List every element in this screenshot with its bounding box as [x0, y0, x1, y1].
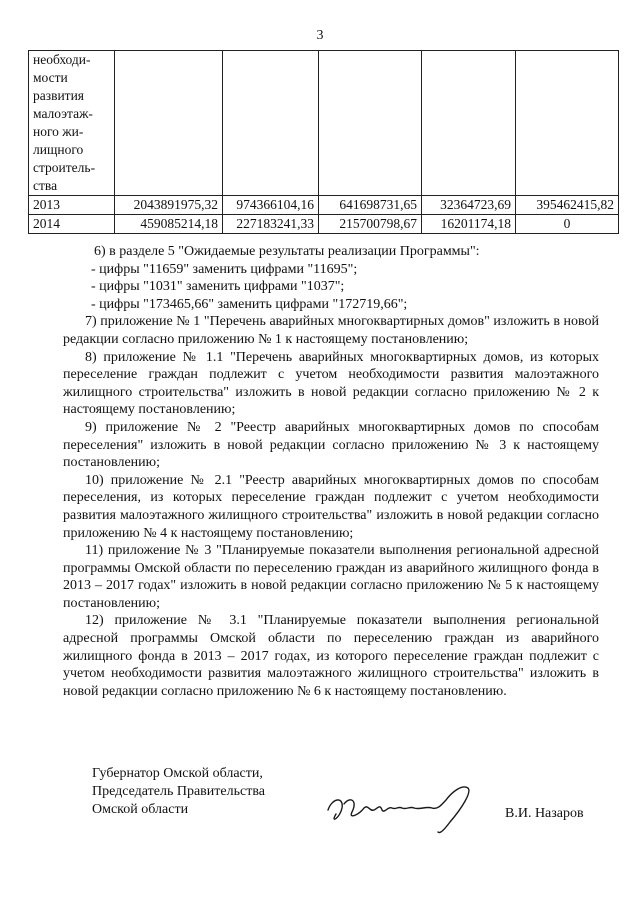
signatory-title	[92, 765, 265, 819]
table-cell: 227183241,33	[223, 215, 319, 234]
table-row	[29, 51, 619, 196]
table-cell	[223, 51, 319, 196]
page-number: 3	[316, 28, 324, 43]
table-row	[29, 196, 619, 215]
signatory-line: Губернатор Омской области,	[92, 766, 263, 781]
paragraph: 9) приложение № 2 "Реестр аварийных многоквартирных домов по способам переселения" изложить в новой редакции согласно приложению № 3 к настоящему постановлению;	[63, 419, 599, 471]
signatory-line: Председатель Правительства	[92, 784, 265, 799]
table-cell: 16201174,18	[422, 215, 516, 234]
paragraph: - цифры "11659" заменить цифрами "11695";	[91, 261, 358, 277]
paragraph: - цифры "173465,66" заменить цифрами "172719,66";	[91, 296, 408, 312]
table-cell	[115, 51, 223, 196]
handwritten-signature	[322, 778, 492, 843]
table-cell: 215700798,67	[319, 215, 422, 234]
table-cell: 32364723,69	[422, 196, 516, 215]
paragraph: 7) приложение № 1 "Перечень аварийных многоквартирных домов" изложить в новой редакции согласно приложению № 1 к настоящему постановлению;	[63, 314, 599, 347]
table-cell: 641698731,65	[319, 196, 422, 215]
table-cell: 459085214,18	[115, 215, 223, 234]
paragraph: - цифры "1031" заменить цифрами "1037";	[91, 279, 345, 295]
table-row	[29, 215, 619, 234]
paragraph: 11) приложение № 3 "Планируемые показатели выполнения региональной адресной программы Омской области по переселению граждан из аварийного жилищного фонда в 2013 – 2017 годах" изложить в новой редакции согласно приложению № 5 к настоящему постановлению;	[63, 543, 599, 611]
signatory-name: В.И. Назаров	[505, 806, 584, 821]
signature-icon	[322, 778, 492, 838]
table-cell-label: необходи- мости развития малоэтаж- ного жи- лищного строитель- ства	[29, 51, 115, 196]
table-cell	[319, 51, 422, 196]
document-body	[63, 243, 599, 700]
table-cell-year: 2013	[29, 196, 115, 215]
table-cell-year: 2014	[29, 215, 115, 234]
table-cell: 0	[516, 215, 619, 234]
signatory-line: Омской области	[92, 802, 189, 817]
paragraph: 12) приложение № 3.1 "Планируемые показатели выполнения региональной адресной программы Омской области по переселению граждан из аварийного жилищного фонда в 2013 – 2017 годах, из которого переселение граждан подлежит с учетом необходимости развития малоэтажного жилищного строительства" изложить в новой редакции согласно приложению № 6 к настоящему постановлению.	[63, 613, 599, 699]
financing-table	[28, 50, 619, 234]
table-cell	[516, 51, 619, 196]
paragraph: 8) приложение № 1.1 "Перечень аварийных многоквартирных домов, из которых переселение граждан подлежит с учетом необходимости развития малоэтажного жилищного строительства" изложить в новой редакции согласно приложению № 2 к настоящему постановлению;	[63, 349, 599, 418]
table-cell: 395462415,82	[516, 196, 619, 215]
table-cell: 2043891975,32	[115, 196, 223, 215]
table-cell: 974366104,16	[223, 196, 319, 215]
paragraph: 10) приложение № 2.1 "Реестр аварийных многоквартирных домов по способам переселения, из которых переселение граждан подлежит с учетом необходимости развития малоэтажного жилищного строительства" изложить в новой редакции согласно приложению № 4 к настоящему постановлению;	[63, 472, 599, 541]
table-cell	[422, 51, 516, 196]
paragraph: 6) в разделе 5 "Ожидаемые результаты реализации Программы":	[94, 244, 480, 259]
